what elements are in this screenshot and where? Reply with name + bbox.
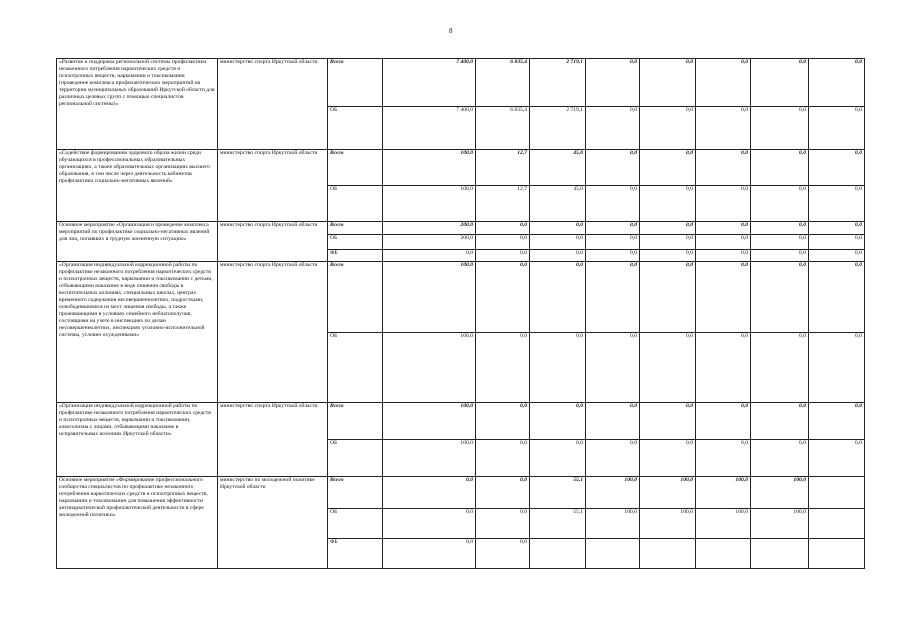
value-cell: 0,0: [809, 222, 865, 235]
value-cell: 6 835,4: [476, 59, 530, 107]
value-cell: 0,0: [696, 403, 751, 440]
finance-source: Всего: [328, 477, 383, 509]
executor: министерство спорта Иркутской области: [218, 59, 328, 150]
activity-name: «Развитие и поддержка региональной системы профилактики незаконного потребления наркотических средств и психотропных веществ, наркомании и токсикомании (проведение комплекса профилактических мероприятий на территории муниципальных образований Иркутской области для различных целевых групп с помощью специалистов региональной системы)»: [57, 59, 218, 150]
financing-table: [56, 58, 865, 569]
value-cell: 0,0: [809, 440, 865, 477]
value-cell: 0,0: [530, 222, 586, 235]
value-cell: 0,0: [383, 477, 476, 509]
value-cell: 0,0: [809, 107, 865, 150]
value-cell: 0,0: [696, 222, 751, 235]
value-cell: 0,0: [476, 477, 530, 509]
value-cell: 0,0: [696, 440, 751, 477]
value-cell: 0,0: [586, 222, 640, 235]
value-cell: 7 400,0: [383, 107, 476, 150]
executor: министерство спорта Иркутской области: [218, 262, 328, 403]
value-cell: 0,0: [530, 403, 586, 440]
value-cell: 2 719,1: [530, 107, 586, 150]
value-cell: 0,0: [696, 150, 751, 186]
finance-source: ОБ: [328, 440, 383, 477]
value-cell: 100,0: [383, 262, 476, 333]
value-cell: 0,0: [751, 440, 809, 477]
value-cell: 0,0: [640, 250, 696, 262]
finance-source: Всего: [328, 150, 383, 186]
finance-source: ОБ: [328, 509, 383, 539]
value-cell: 12,7: [476, 186, 530, 222]
value-cell: 0,0: [476, 403, 530, 440]
activity-name: «Организация индивидуальной коррекционной работы по профилактике незаконного потребления наркотических средств и психотропных веществ, наркомании и токсикомании, алкоголизма с лицами, отбывающими наказание в исправительных колониях Иркутской области»: [57, 403, 218, 477]
value-cell: 0,0: [751, 403, 809, 440]
value-cell: 0,0: [640, 235, 696, 250]
value-cell: 0,0: [696, 186, 751, 222]
value-cell: 45,0: [530, 186, 586, 222]
value-cell: 100,0: [383, 186, 476, 222]
value-cell: 0,0: [696, 262, 751, 333]
value-cell: 0,0: [696, 59, 751, 107]
value-cell: 0,0: [696, 235, 751, 250]
value-cell: 0,0: [476, 509, 530, 539]
value-cell: 0,0: [586, 59, 640, 107]
executor: министерство спорта Иркутской области: [218, 222, 328, 262]
value-cell: 0,0: [586, 262, 640, 333]
value-cell: 0,0: [751, 250, 809, 262]
value-cell: 0,0: [751, 107, 809, 150]
table-row: [57, 262, 865, 333]
value-cell: 0,0: [640, 222, 696, 235]
value-cell: 0,0: [383, 539, 476, 569]
table-row: [57, 403, 865, 440]
value-cell: 0,0: [383, 509, 476, 539]
value-cell: 100,0: [696, 509, 751, 539]
value-cell: 0,0: [586, 150, 640, 186]
page-number: 8: [449, 27, 453, 35]
value-cell: 0,0: [530, 262, 586, 333]
value-cell: 55,1: [530, 477, 586, 509]
activity-name: Основное мероприятие «Организация и проведение комплекса мероприятий по профилактике социально-негативных явлений для лиц, попавших в трудную жизненную ситуацию»: [57, 222, 218, 262]
value-cell: 0,0: [586, 250, 640, 262]
finance-source: ОБ: [328, 235, 383, 250]
value-cell: 100,0: [383, 403, 476, 440]
value-cell: 0,0: [586, 235, 640, 250]
finance-source: ОБ: [328, 333, 383, 403]
value-cell: 100,0: [640, 477, 696, 509]
value-cell: 0,0: [586, 186, 640, 222]
finance-source: Всего: [328, 403, 383, 440]
value-cell: 0,0: [640, 59, 696, 107]
value-cell: 100,0: [383, 440, 476, 477]
value-cell: [809, 509, 865, 539]
value-cell: 0,0: [530, 440, 586, 477]
finance-source: ОБ: [328, 186, 383, 222]
value-cell: 0,0: [696, 250, 751, 262]
value-cell: 100,0: [586, 477, 640, 509]
value-cell: [640, 539, 696, 569]
value-cell: 0,0: [751, 262, 809, 333]
executor: министерство по молодежной политике Иркутской области: [218, 477, 328, 569]
value-cell: 0,0: [476, 262, 530, 333]
value-cell: 0,0: [476, 222, 530, 235]
value-cell: 12,7: [476, 150, 530, 186]
value-cell: 0,0: [640, 440, 696, 477]
value-cell: 6 835,4: [476, 107, 530, 150]
value-cell: 0,0: [640, 403, 696, 440]
value-cell: [586, 539, 640, 569]
value-cell: 0,0: [696, 107, 751, 150]
value-cell: 0,0: [640, 107, 696, 150]
finance-source: ФБ: [328, 539, 383, 569]
value-cell: 0,0: [530, 333, 586, 403]
activity-name: Основное мероприятие «Формирование профессионального сообщества специалистов по профилактике незаконного потребления наркотических средств и психотропных веществ, наркомании и токсикомании для повышения эффективности антинаркотической профилактической деятельности в сфере молодежной политики»: [57, 477, 218, 569]
value-cell: [696, 539, 751, 569]
value-cell: 0,0: [809, 262, 865, 333]
value-cell: 100,0: [383, 333, 476, 403]
finance-source: Всего: [328, 59, 383, 107]
value-cell: 2 719,1: [530, 59, 586, 107]
table-row: [57, 150, 865, 186]
value-cell: [809, 477, 865, 509]
value-cell: 100,0: [751, 477, 809, 509]
executor: министерство спорта Иркутской области: [218, 403, 328, 477]
value-cell: 0,0: [640, 333, 696, 403]
value-cell: 55,1: [530, 509, 586, 539]
table-row: [57, 222, 865, 235]
value-cell: 0,0: [530, 250, 586, 262]
executor: министерство спорта Иркутской области: [218, 150, 328, 222]
value-cell: 0,0: [751, 222, 809, 235]
value-cell: 100,0: [751, 509, 809, 539]
value-cell: 200,0: [383, 222, 476, 235]
activity-name: «Содействие формированию здорового образа жизни среди обучающихся в профессиональных образовательных организациях, а также образовательных организациях высшего образования, в том числе через деятельность кабинетов профилактики социально-негативных явлений»: [57, 150, 218, 222]
value-cell: 0,0: [586, 403, 640, 440]
value-cell: 0,0: [809, 186, 865, 222]
value-cell: [530, 539, 586, 569]
table-row: [57, 477, 865, 509]
value-cell: 0,0: [809, 333, 865, 403]
value-cell: 0,0: [476, 440, 530, 477]
finance-source: ОБ: [328, 107, 383, 150]
value-cell: 0,0: [751, 186, 809, 222]
value-cell: 0,0: [809, 59, 865, 107]
value-cell: 100,0: [640, 509, 696, 539]
value-cell: 0,0: [476, 250, 530, 262]
value-cell: 0,0: [809, 403, 865, 440]
value-cell: 0,0: [751, 333, 809, 403]
finance-source: ФБ: [328, 250, 383, 262]
value-cell: 100,0: [696, 477, 751, 509]
value-cell: 200,0: [383, 235, 476, 250]
value-cell: 100,0: [586, 509, 640, 539]
value-cell: 0,0: [640, 262, 696, 333]
value-cell: 0,0: [751, 235, 809, 250]
value-cell: 0,0: [809, 150, 865, 186]
table-row: [57, 59, 865, 107]
value-cell: 100,0: [383, 150, 476, 186]
value-cell: 0,0: [809, 250, 865, 262]
value-cell: 0,0: [751, 150, 809, 186]
value-cell: 45,0: [530, 150, 586, 186]
activity-name: «Организация индивидуальной коррекционной работы по профилактике незаконного потребления наркотических средств и психотропных веществ, наркомании и токсикомании с детьми, отбывающими наказание в виде лишения свободы в воспитательных колониях, специальных школах, центрах временного содержания несовершеннолетних, подростками, освободившимися из мест лишения свободы, а также проживающими в условиях семейного неблагополучия, состоящими на учете в инспекциях по делам несовершеннолетних, инспекциях уголовно-исполнительной системы, условно осужденными»: [57, 262, 218, 403]
value-cell: 0,0: [530, 235, 586, 250]
value-cell: 0,0: [476, 235, 530, 250]
value-cell: 0,0: [586, 440, 640, 477]
value-cell: 7 400,0: [383, 59, 476, 107]
value-cell: 0,0: [640, 150, 696, 186]
value-cell: 0,0: [640, 186, 696, 222]
value-cell: 0,0: [476, 539, 530, 569]
value-cell: 0,0: [696, 333, 751, 403]
value-cell: 0,0: [751, 59, 809, 107]
value-cell: [809, 539, 865, 569]
value-cell: 0,0: [809, 235, 865, 250]
value-cell: 0,0: [383, 250, 476, 262]
finance-source: Всего: [328, 262, 383, 333]
value-cell: 0,0: [586, 333, 640, 403]
value-cell: 0,0: [476, 333, 530, 403]
value-cell: [751, 539, 809, 569]
value-cell: 0,0: [586, 107, 640, 150]
finance-source: Всего: [328, 222, 383, 235]
